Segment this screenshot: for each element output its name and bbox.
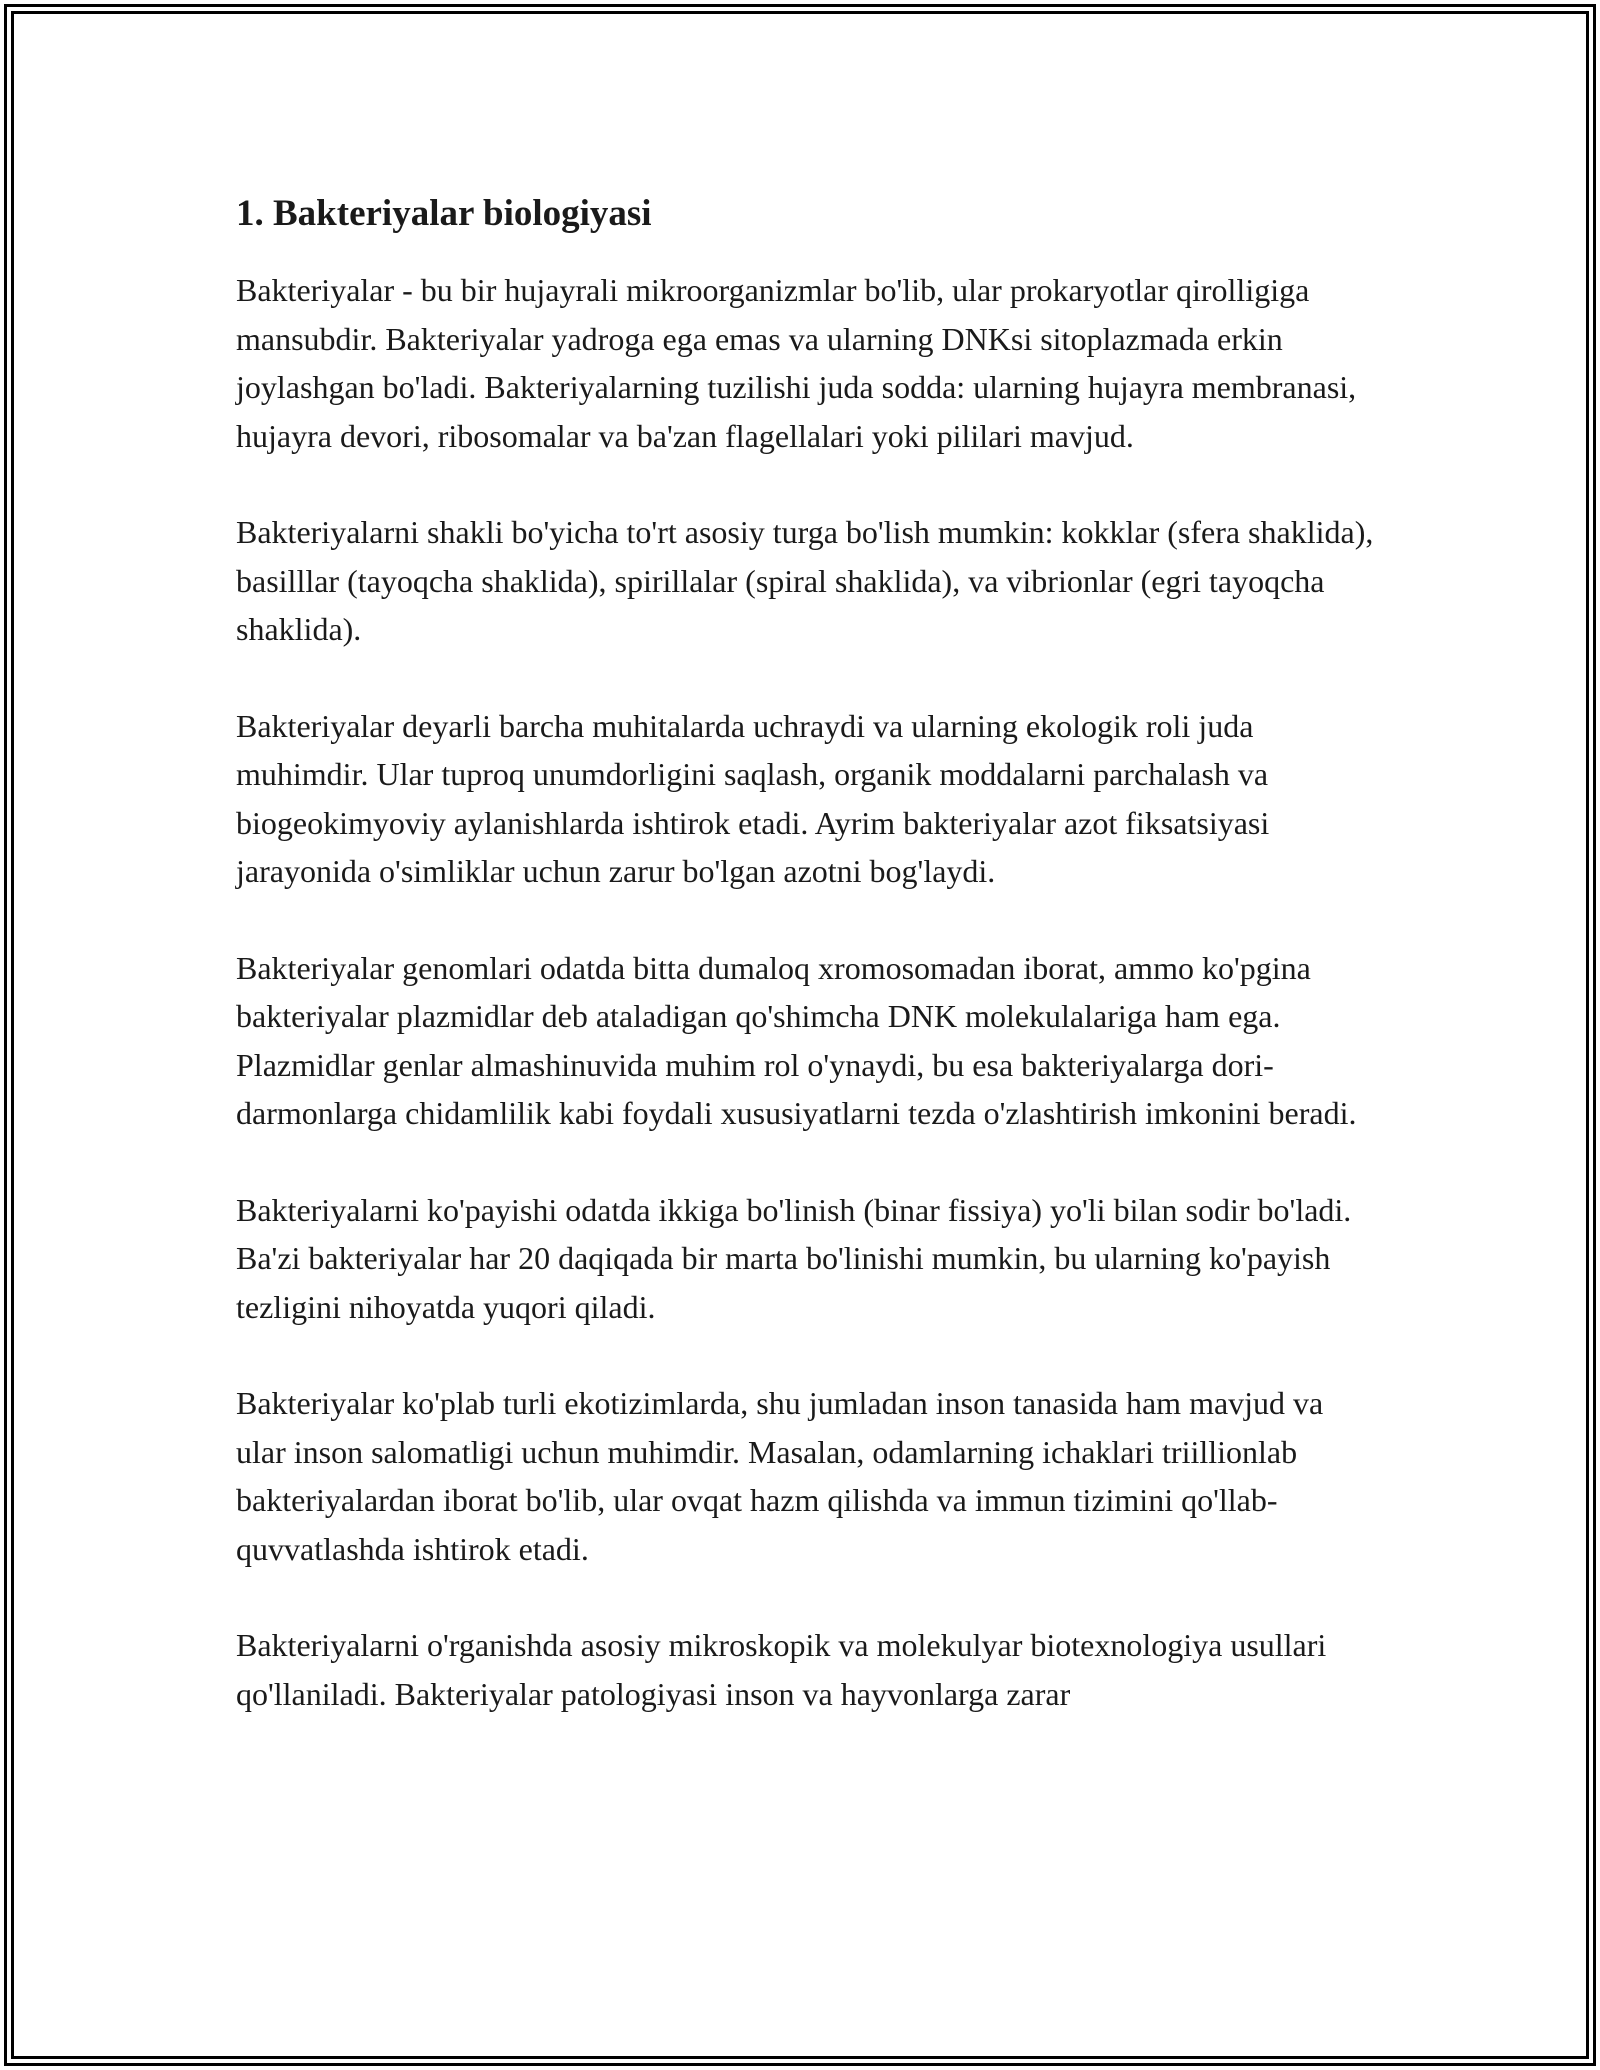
section-heading: 1. Bakteriyalar biologiyasi — [236, 193, 652, 234]
document-body — [236, 188, 1376, 1766]
paragraph-1: Bakteriyalar - bu bir hujayrali mikroorganizmlar bo'lib, ular prokaryotlar qirolligiga mansubdir. Bakteriyalar yadroga ega emas va ularning DNKsi sitoplazmada erkin joylashgan bo'ladi. Bakteriyalarning tuzilishi juda sodda: ularning hujayra membranasi, hujayra devori, ribosomalar va ba'zan flagellalari yoki pililari mavjud. — [236, 272, 1357, 454]
paragraph-5: Bakteriyalarni ko'payishi odatda ikkiga bo'linish (binar fissiya) yo'li bilan sodir bo'ladi. Ba'zi bakteriyalar har 20 daqiqada bir marta bo'linishi mumkin, bu ularning ko'payish tezligini nihoyatda yuqori qiladi. — [236, 1191, 1352, 1325]
paragraph-2: Bakteriyalarni shakli bo'yicha to'rt asosiy turga bo'lish mumkin: kokklar (sfera shaklida), basilllar (tayoqcha shaklida), spirillalar (spiral shaklida), va vibrionlar (egri tayoqcha shaklida). — [236, 514, 1374, 647]
paragraph-6: Bakteriyalar ko'plab turli ekotizimlarda, shu jumladan inson tanasida ham mavjud va ular inson salomatligi uchun muhimdir. Masalan, odamlarning ichaklari triillionlab bakteriyalardan iborat bo'lib, ular ovqat hazm qilishda va immun tizimini qo'llab-quvvatlashda ishtirok etadi. — [236, 1385, 1324, 1567]
paragraph-3: Bakteriyalar deyarli barcha muhitalarda uchraydi va ularning ekologik roli juda muhimdir. Ular tuproq unumdorligini saqlash, organik moddalarni parchalash va biogeokimyoviy aylanishlarda ishtirok etadi. Ayrim bakteriyalar azot fiksatsiyasi jarayonida o'simliklar uchun zarur bo'lgan azotni bog'laydi. — [236, 707, 1270, 889]
paragraph-4: Bakteriyalar genomlari odatda bitta dumaloq xromosomadan iborat, ammo ko'pgina bakteriyalar plazmidlar deb ataladigan qo'shimcha DNK molekulalariga ham ega. Plazmidlar genlar almashinuvida muhim rol o'ynaydi, bu esa bakteriyalarga dori-darmonlarga chidamlilik kabi foydali xususiyatlarni tezda o'zlashtirish imkonini beradi. — [236, 949, 1357, 1131]
paragraph-7: Bakteriyalarni o'rganishda asosiy mikroskopik va molekulyar biotexnologiya usullari qo'llaniladi. Bakteriyalar patologiyasi inson va hayvonlarga zarar — [236, 1627, 1327, 1712]
